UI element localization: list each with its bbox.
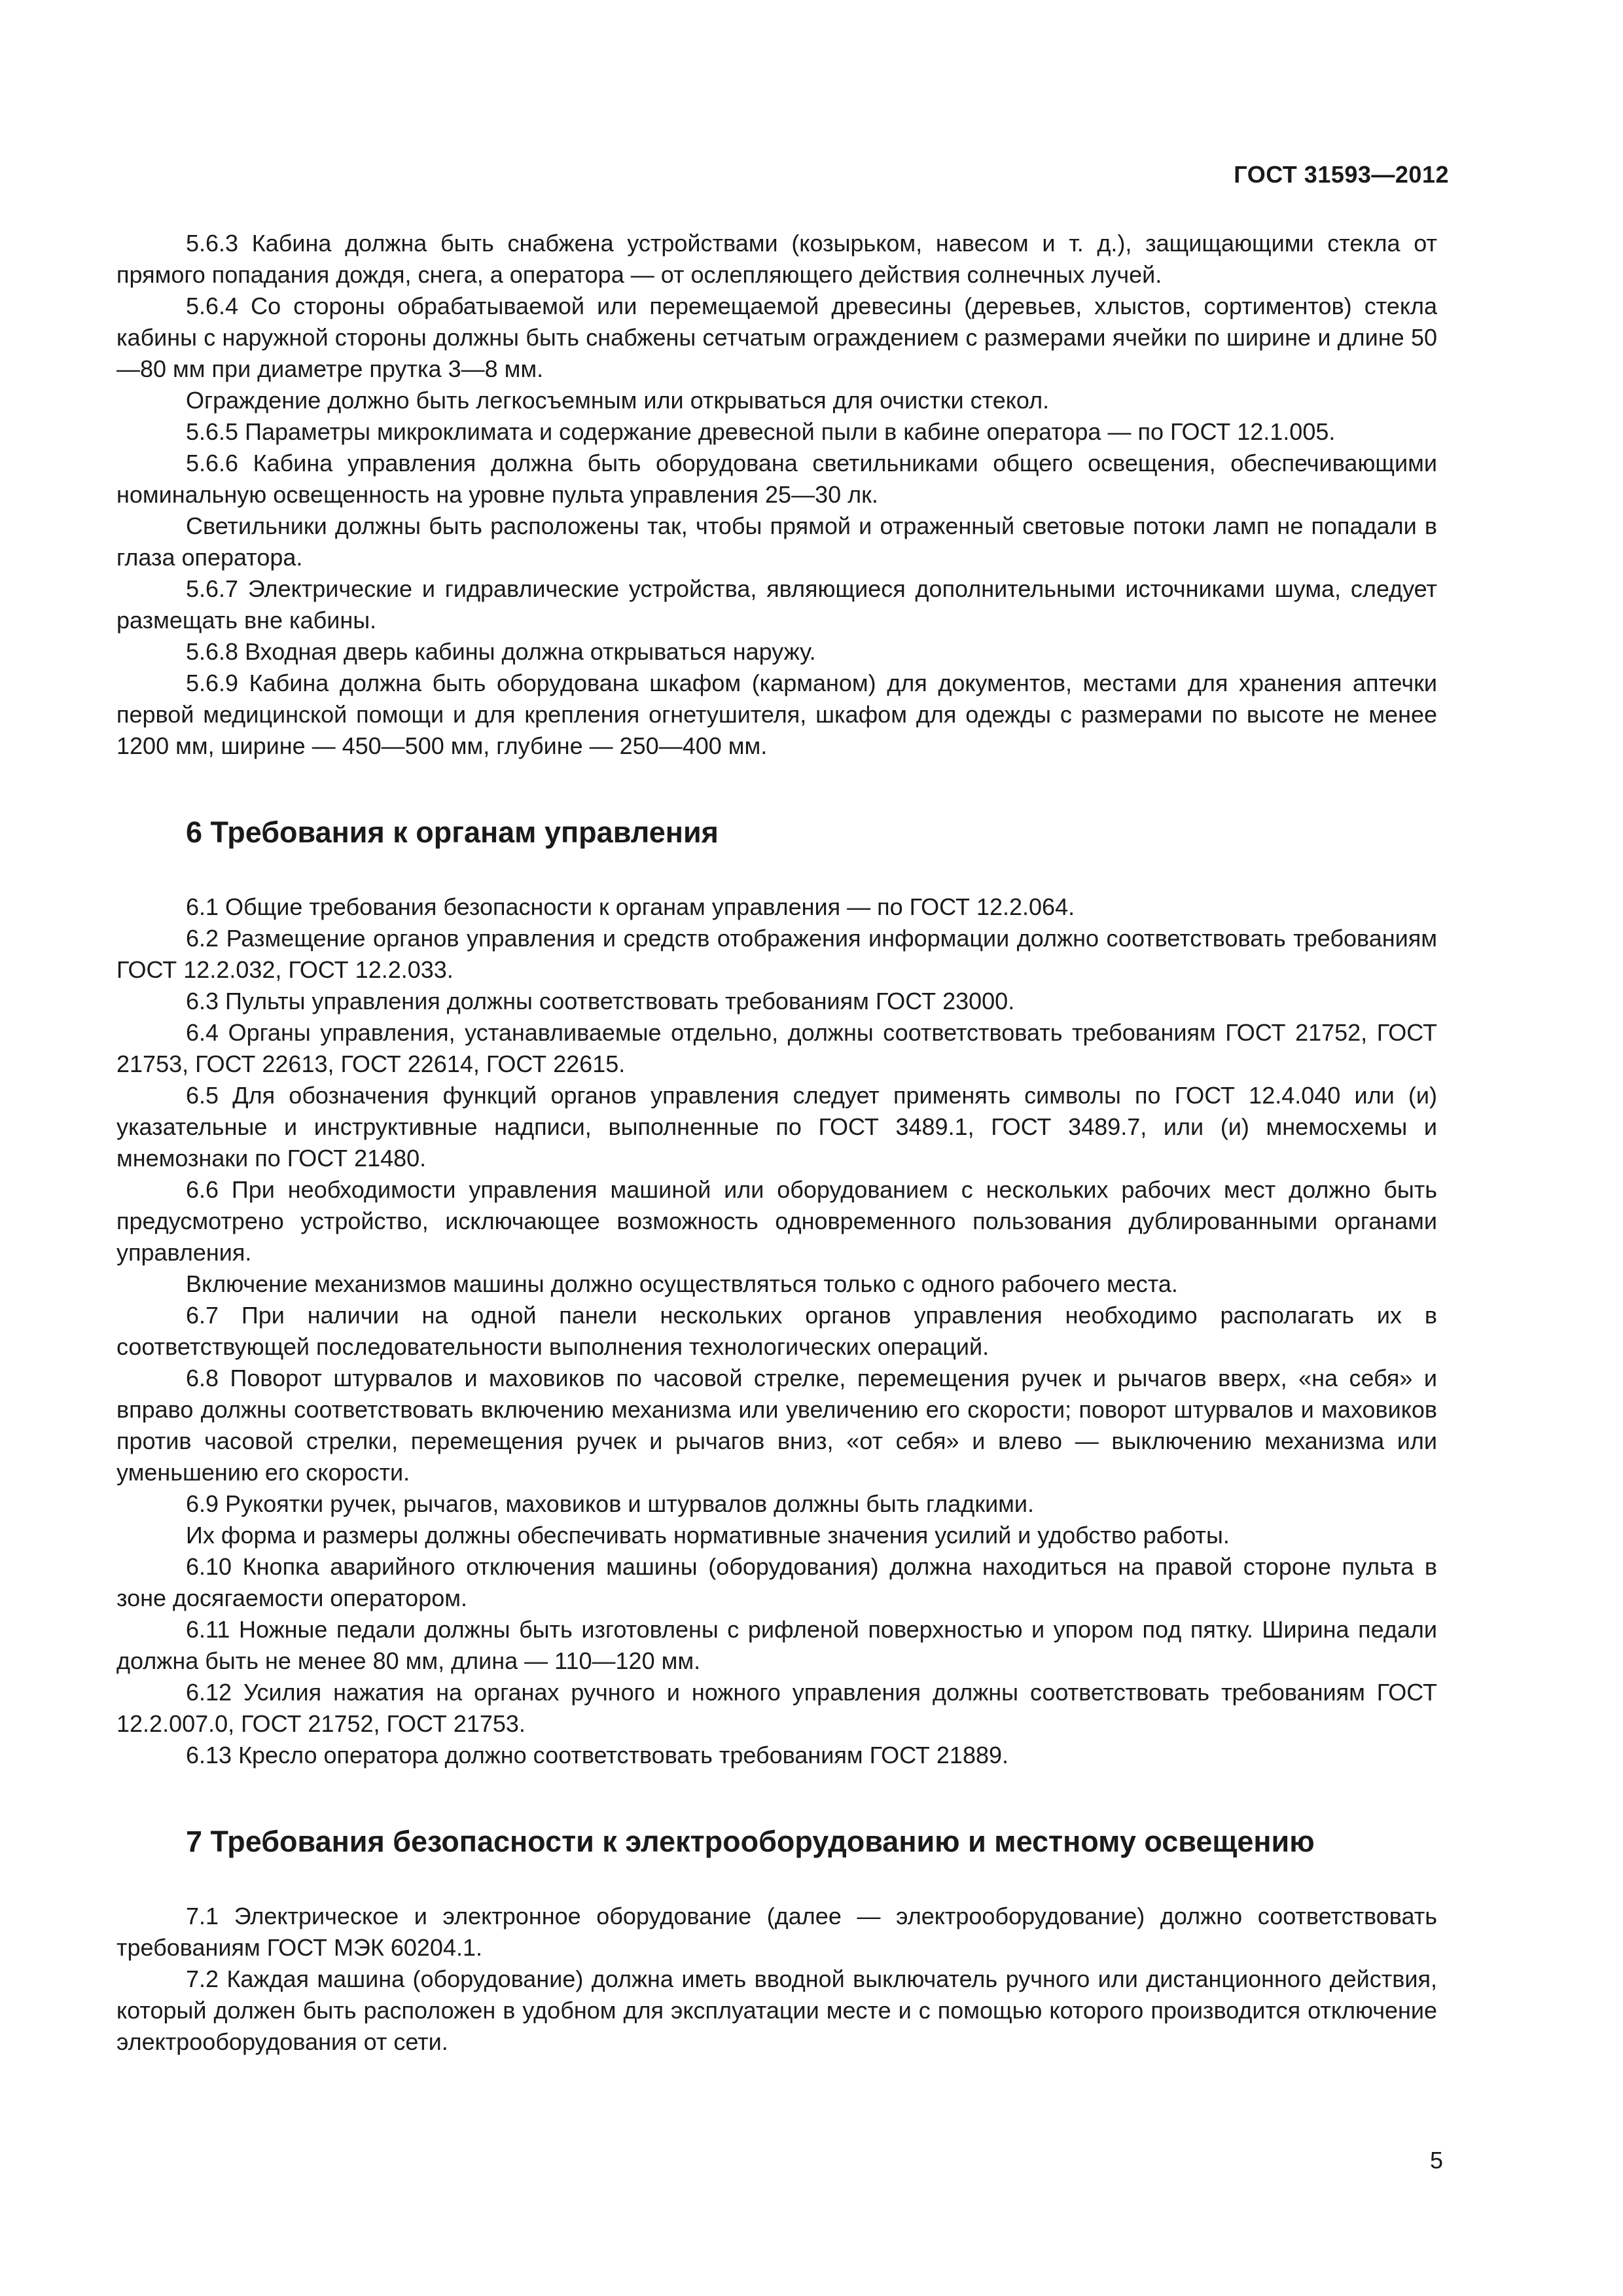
- paragraph-6-2: 6.2 Размещение органов управления и средств отображения информации должно соответствовать требованиям ГОСТ 12.2.032, ГОСТ 12.2.033.: [116, 925, 1437, 983]
- paragraph-5-6-8: 5.6.8 Входная дверь кабины должна открываться наружу.: [186, 638, 816, 665]
- paragraph-6-9-cont: Их форма и размеры должны обеспечивать нормативные значения усилий и удобство работы.: [186, 1522, 1230, 1549]
- paragraph-5-6-4-cont: Ограждение должно быть легкосъемным или открываться для очистки стекол.: [186, 387, 1050, 414]
- paragraph-6-5: 6.5 Для обозначения функций органов управления следует применять символы по ГОСТ 12.4.040 или (и) указательные и инструктивные надписи, выполненные по ГОСТ 3489.1, ГОСТ 3489.7, или (и) мнемосхемы и мнемознаки по ГОСТ 21480.: [116, 1082, 1437, 1172]
- paragraph-6-6: 6.6 При необходимости управления машиной или оборудованием с нескольких рабочих мест должно быть предусмотрено устройство, исключающее возможность одновременного пользования дублированными органами управления.: [116, 1176, 1437, 1266]
- section-7-heading: 7 Требования безопасности к электрооборудованию и местному освещению: [186, 1825, 1315, 1858]
- paragraph-6-6-cont: Включение механизмов машины должно осуществляться только с одного рабочего места.: [186, 1270, 1178, 1297]
- paragraph-6-1: 6.1 Общие требования безопасности к органам управления — по ГОСТ 12.2.064.: [186, 893, 1075, 920]
- document-body: [116, 228, 1437, 2058]
- paragraph-6-10: 6.10 Кнопка аварийного отключения машины (оборудования) должна находиться на правой стороне пульта в зоне досягаемости оператором.: [116, 1553, 1437, 1611]
- paragraph-6-13: 6.13 Кресло оператора должно соответствовать требованиям ГОСТ 21889.: [186, 1742, 1009, 1768]
- paragraph-6-4: 6.4 Органы управления, устанавливаемые отдельно, должны соответствовать требованиям ГОСТ 21752, ГОСТ 21753, ГОСТ 22613, ГОСТ 22614, ГОСТ 22615.: [116, 1019, 1437, 1077]
- paragraph-6-3: 6.3 Пульты управления должны соответствовать требованиям ГОСТ 23000.: [186, 988, 1015, 1014]
- paragraph-6-11: 6.11 Ножные педали должны быть изготовлены с рифленой поверхностью и упором под пятку. Ширина педали должна быть не менее 80 мм, длина — 110—120 мм.: [116, 1616, 1437, 1674]
- paragraph-7-2: 7.2 Каждая машина (оборудование) должна иметь вводной выключатель ручного или дистанционного действия, который должен быть расположен в удобном для эксплуатации месте и с помощью которого производится отключение электрооборудования от сети.: [116, 1965, 1437, 2055]
- paragraph-5-6-6: 5.6.6 Кабина управления должна быть оборудована светильниками общего освещения, обеспечивающими номинальную освещенность на уровне пульта управления 25—30 лк.: [116, 450, 1437, 508]
- paragraph-6-7: 6.7 При наличии на одной панели нескольких органов управления необходимо располагать их в соответствующей последовательности выполнения технологических операций.: [116, 1302, 1437, 1360]
- section-6-heading: 6 Требования к органам управления: [186, 816, 719, 849]
- paragraph-5-6-3: 5.6.3 Кабина должна быть снабжена устройствами (козырьком, навесом и т. д.), защищающими стекла от прямого попадания дождя, снега, а оператора — от ослепляющего действия солнечных лучей.: [116, 230, 1437, 288]
- paragraph-5-6-5: 5.6.5 Параметры микроклимата и содержание древесной пыли в кабине оператора — по ГОСТ 12.1.005.: [186, 418, 1336, 445]
- paragraph-5-6-9: 5.6.9 Кабина должна быть оборудована шкафом (карманом) для документов, местами для хранения аптечки первой медицинской помощи и для крепления огнетушителя, шкафом для одежды с размерами по высоте не менее 1200 мм, ширине — 450—500 мм, глубине — 250—400 мм.: [116, 670, 1437, 759]
- paragraph-6-12: 6.12 Усилия нажатия на органах ручного и ножного управления должны соответствовать требованиям ГОСТ 12.2.007.0, ГОСТ 21752, ГОСТ 21753.: [116, 1679, 1437, 1737]
- document-code-header: ГОСТ 31593—2012: [1234, 161, 1449, 188]
- paragraph-7-1: 7.1 Электрическое и электронное оборудование (далее — электрооборудование) должно соответствовать требованиям ГОСТ МЭК 60204.1.: [116, 1903, 1437, 1961]
- paragraph-6-9: 6.9 Рукоятки ручек, рычагов, маховиков и штурвалов должны быть гладкими.: [186, 1490, 1035, 1517]
- paragraph-5-6-6-cont: Светильники должны быть расположены так, чтобы прямой и отраженный световые потоки ламп не попадали в глаза оператора.: [116, 512, 1437, 571]
- paragraph-5-6-7: 5.6.7 Электрические и гидравлические устройства, являющиеся дополнительными источниками шума, следует размещать вне кабины.: [116, 575, 1437, 634]
- paragraph-5-6-4: 5.6.4 Со стороны обрабатываемой или перемещаемой древесины (деревьев, хлыстов, сортиментов) стекла кабины с наружной стороны должны быть снабжены сетчатым ограждением с размерами ячейки по ширине и длине 50—80 мм при диаметре прутка 3—8 мм.: [116, 293, 1437, 382]
- paragraph-6-8: 6.8 Поворот штурвалов и маховиков по часовой стрелке, перемещения ручек и рычагов вверх, «на себя» и вправо должны соответствовать включению механизма или увеличению его скорости; поворот штурвалов и маховиков против часовой стрелки, перемещения ручек и рычагов вниз, «от себя» и влево — выключению механизма или уменьшению его скорости.: [116, 1365, 1437, 1486]
- page-number: 5: [1429, 2147, 1443, 2174]
